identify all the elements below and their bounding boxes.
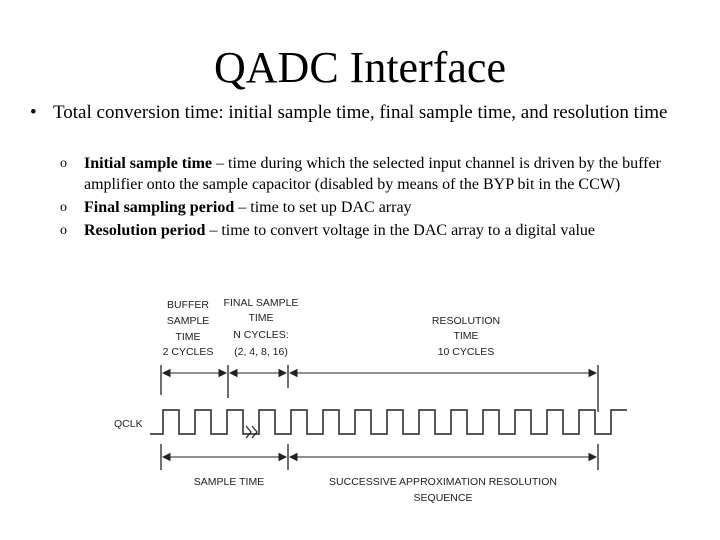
sub-bullet-desc: – time to set up DAC array (234, 199, 412, 216)
qclk-waveform (150, 410, 627, 434)
qclk-label: QCLK (114, 418, 143, 430)
sar-sequence-label: SUCCESSIVE APPROXIMATION RESOLUTION (329, 476, 557, 488)
final-sample-time-label (224, 297, 299, 358)
time-break-symbol (246, 426, 257, 438)
sub-bullet-term: Final sampling period (84, 199, 235, 216)
sub-bullet-term: Resolution period (84, 222, 206, 239)
sub-bullet-marker: o (60, 156, 67, 171)
resolution-time-label (432, 315, 500, 358)
sub-bullet-term: Initial sample time (84, 155, 212, 172)
sub-bullet-marker: o (60, 200, 67, 215)
final-label-line: TIME (248, 312, 274, 324)
main-bullet-text: Total conversion time: initial sample time, final sample time, and resolution time (53, 102, 668, 123)
buffer-label-line: TIME (175, 331, 201, 343)
resolution-label-line: RESOLUTION (431, 315, 501, 327)
slide-title: QADC Interface (214, 43, 506, 92)
resolution-label-line: 10 CYCLES (437, 346, 495, 358)
sub-bullet-marker: o (60, 223, 67, 238)
buffer-label-line: 2 CYCLES (162, 346, 214, 358)
sar-sequence-label: SEQUENCE (413, 492, 473, 504)
sample-time-label: SAMPLE TIME (193, 476, 265, 488)
buffer-label-line: SAMPLE (166, 315, 210, 327)
final-label-line: (2, 4, 8, 16) (234, 346, 288, 358)
sub-bullet-desc: – time to convert voltage in the DAC array to a digital value (205, 222, 596, 239)
sub-bullet-desc: – time during which the selected input channel is driven by the buffer amplifier onto the sample capacitor (disabled by means of the BYP bit in the CCW) (84, 155, 661, 193)
final-label-line: FINAL SAMPLE (223, 297, 299, 309)
buffer-sample-time-label (163, 299, 214, 358)
bullet-dot: • (30, 102, 37, 123)
resolution-label-line: TIME (453, 330, 479, 342)
buffer-label-line: BUFFER (167, 299, 209, 311)
final-label-line: N CYCLES: (233, 329, 289, 341)
